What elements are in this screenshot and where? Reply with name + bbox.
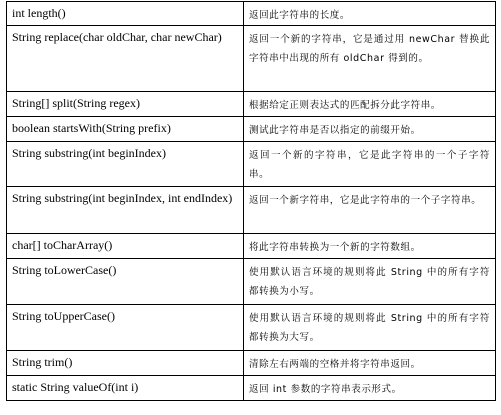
table-row bbox=[7, 376, 496, 401]
table-row bbox=[7, 26, 496, 92]
method-description: 使用默认语言环境的规则将此 String 中的所有字符都转换为小写。 bbox=[244, 259, 496, 305]
method-description: 使用默认语言环境的规则将此 String 中的所有字符都转换为大写。 bbox=[244, 305, 496, 351]
method-signature: String[] split(String regex) bbox=[7, 92, 244, 117]
method-description: 将此字符串转换为一个新的字符数组。 bbox=[244, 234, 496, 259]
method-description: 返回此字符串的长度。 bbox=[244, 2, 496, 26]
method-description: 根据给定正则表达式的匹配拆分此字符串。 bbox=[244, 92, 496, 117]
table-row bbox=[7, 305, 496, 351]
method-signature: String toLowerCase() bbox=[7, 259, 244, 305]
method-signature: String toUpperCase() bbox=[7, 305, 244, 351]
method-description: 返回一个新的字符串，它是此字符串的一个子字符串。 bbox=[244, 142, 496, 187]
method-signature: static String valueOf(int i) bbox=[7, 376, 244, 401]
method-signature: int length() bbox=[7, 2, 244, 26]
table-body bbox=[7, 2, 496, 401]
method-description: 返回一个新字符串，它是此字符串的一个子字符串。 bbox=[244, 187, 496, 234]
table-row bbox=[7, 187, 496, 234]
table-row bbox=[7, 142, 496, 187]
table-row bbox=[7, 259, 496, 305]
method-description: 返回一个新的字符串，它是通过用 newChar 替换此字符串中出现的所有 oldChar 得到的。 bbox=[244, 26, 496, 92]
method-signature: char[] toCharArray() bbox=[7, 234, 244, 259]
method-signature: String trim() bbox=[7, 351, 244, 376]
method-description: 返回 int 参数的字符串表示形式。 bbox=[244, 376, 496, 401]
method-signature: String replace(char oldChar, char newChar) bbox=[7, 26, 244, 92]
string-methods-table bbox=[6, 1, 496, 401]
table-row bbox=[7, 117, 496, 142]
table-row bbox=[7, 2, 496, 26]
method-signature: boolean startsWith(String prefix) bbox=[7, 117, 244, 142]
table-row bbox=[7, 234, 496, 259]
method-signature: String substring(int beginIndex) bbox=[7, 142, 244, 187]
table-row bbox=[7, 351, 496, 376]
method-description: 测试此字符串是否以指定的前缀开始。 bbox=[244, 117, 496, 142]
method-signature: String substring(int beginIndex, int endIndex) bbox=[7, 187, 244, 234]
table-row bbox=[7, 92, 496, 117]
method-description: 清除左右两端的空格并将字符串返回。 bbox=[244, 351, 496, 376]
